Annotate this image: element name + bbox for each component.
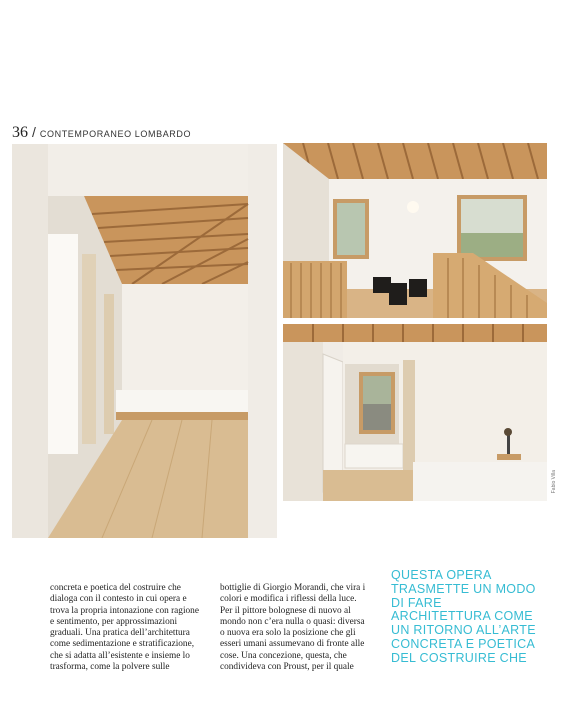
photo-loft-railing-illustration <box>283 143 547 318</box>
body-text-1: concreta e poetica del costruire che dialoga con il contesto in cui opera e trova la propria intonazione con ragione e sentimento, per approssimazioni graduali. Una pratica dell’architettura come sedimentazione e stratificazione, che si adatta all’esistente e insieme lo trasforma, come la polvere sulle <box>50 583 199 673</box>
photo-credit: Fabio Villa <box>551 470 557 494</box>
photo-bedroom-window-illustration <box>283 324 547 501</box>
pull-quote: QUESTA OPERA TRASMETTE UN MODO DI FARE ARCHITETTURA COME UN RITORNO ALL’ARTE CONCRETA E POETICA DEL COSTRUIRE CHE <box>391 568 536 665</box>
page-number: 36 <box>12 124 28 141</box>
header-separator: / <box>32 124 36 140</box>
page-header <box>12 124 191 142</box>
body-text-2: bottiglie di Giorgio Morandi, che vira i colori e modifica i riflessi della luce. Per il pittore bolognese di nuovo al mondo non c’era nulla o quasi: diversa o nuova era solo la posizione che gli esseri umani assumevano di fronte alle cose. Una concezione, questa, che condivideva con Proust, per il quale <box>220 583 366 673</box>
photo-bedroom-attic-illustration <box>12 144 277 538</box>
photo-bedroom-attic <box>12 144 277 538</box>
photo-bedroom-window <box>283 324 547 501</box>
body-column-2 <box>220 583 370 673</box>
section-title: CONTEMPORANEO LOMBARDO <box>39 129 192 139</box>
photo-loft-railing <box>283 143 547 318</box>
body-column-1 <box>50 583 200 673</box>
